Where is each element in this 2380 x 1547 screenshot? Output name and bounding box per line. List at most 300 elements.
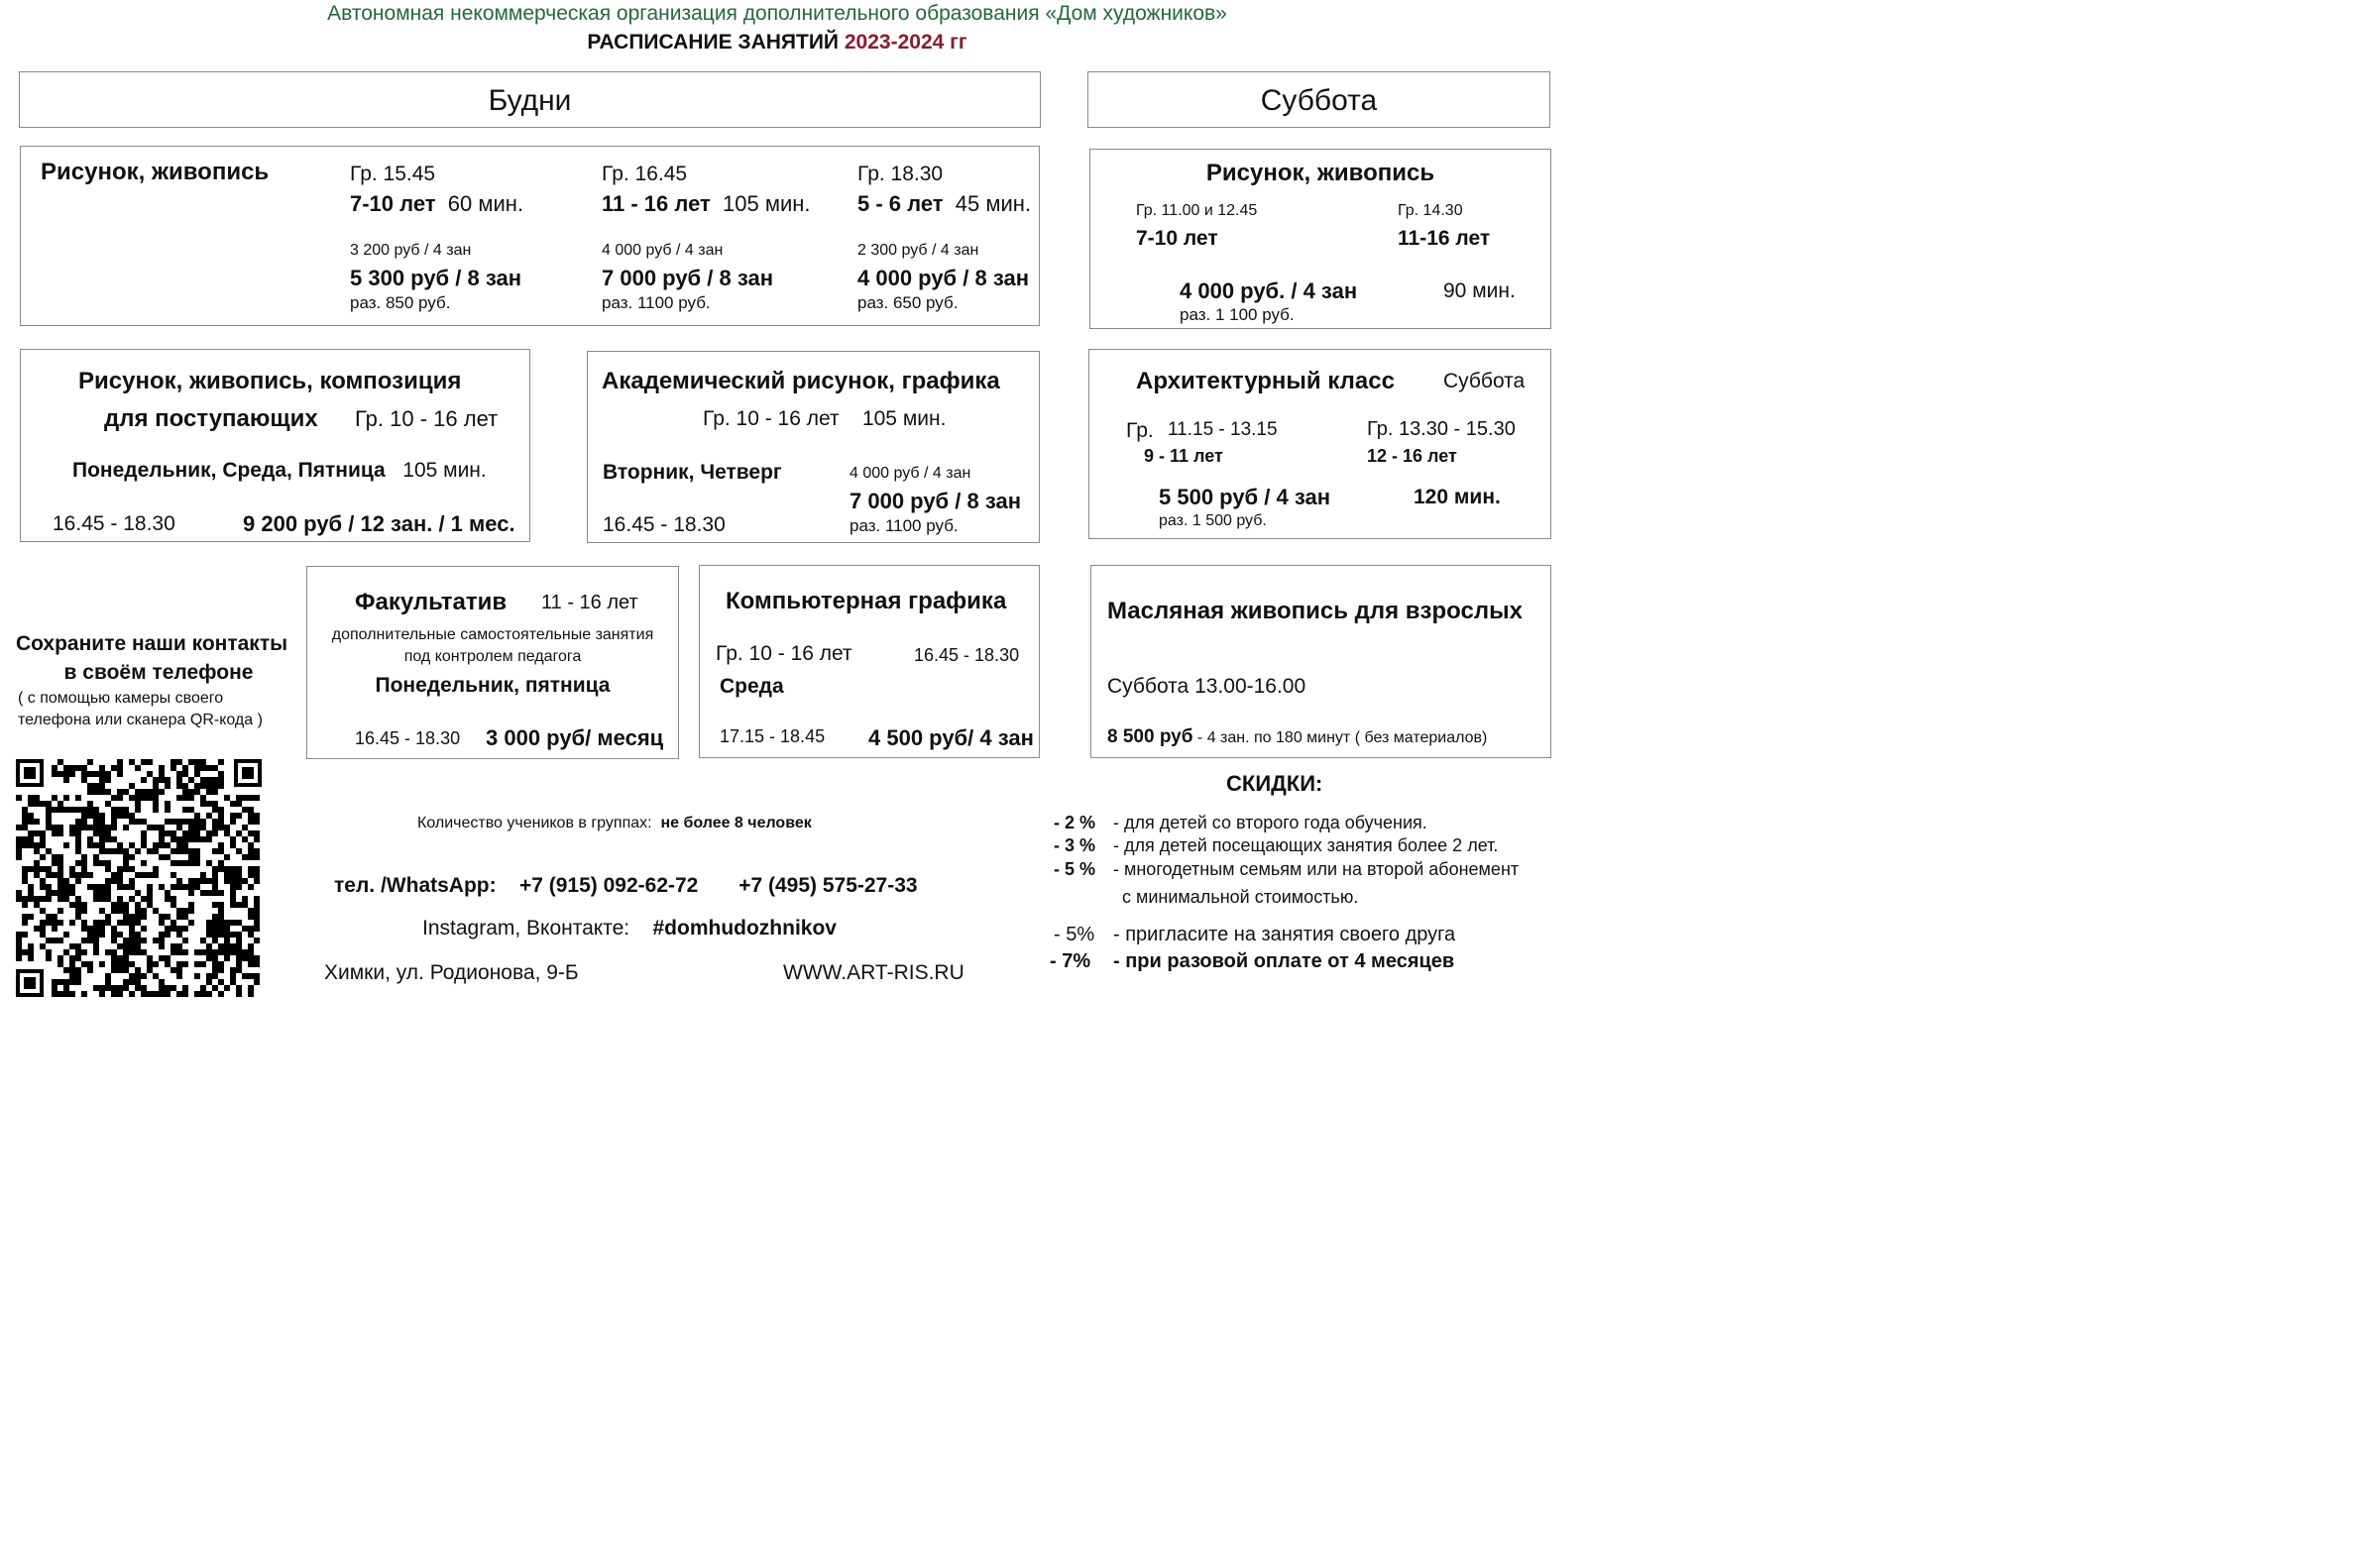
qr-module [212,884,218,890]
qr-module [63,896,69,902]
qr-module [111,872,117,878]
qr-module [105,884,111,890]
qr-module [230,836,236,842]
single-price: раз. 1 500 руб. [1159,512,1267,529]
qr-module [212,890,218,896]
qr-module [117,765,123,771]
time: 16.45 - 18.30 [914,645,1020,665]
qr-module [165,777,170,783]
qr-module [224,854,230,860]
qr-module [218,759,224,765]
qr-module [170,830,176,836]
website-link[interactable]: WWW.ART-RIS.RU [783,961,964,984]
qr-module [22,920,28,926]
qr-module [182,836,188,842]
qr-module [105,860,111,866]
qr-module [111,949,117,955]
qr-module [129,973,135,979]
qr-module [218,825,224,830]
single-price: раз. 1 100 руб. [1180,305,1295,324]
qr-module [170,949,176,955]
discount-text-continued: с минимальной стоимостью. [1122,887,1359,907]
qr-module [224,938,230,943]
qr-module [170,920,176,926]
qr-module [123,938,129,943]
duration: 105 мин. [861,407,947,430]
qr-module [188,759,194,765]
qr-module [46,872,52,878]
qr-module [206,801,212,807]
qr-module [40,830,46,836]
qr-module [93,830,99,836]
qr-module [52,914,57,920]
social-hashtag[interactable]: #domhudozhnikov [652,917,837,939]
qr-module [52,991,57,997]
qr-module [254,819,260,825]
qr-module [206,765,212,771]
price: 4 000 руб. / 4 зан [1180,278,1358,303]
qr-module [46,884,52,890]
qr-module [111,819,117,825]
qr-module [123,902,129,908]
qr-module [93,943,99,949]
qr-module [194,783,200,789]
qr-module [176,795,182,801]
qr-module [28,955,34,961]
saturday-header [1087,71,1550,128]
discount-row [1054,813,1427,833]
price: 4 500 руб/ 4 зан [868,725,1034,750]
qr-module [170,848,176,854]
qr-module [46,819,52,825]
qr-module [93,985,99,991]
qr-module [230,943,236,949]
qr-module [212,985,218,991]
qr-module [87,932,93,938]
qr-module [63,771,69,777]
qr-module [200,765,206,771]
qr-module [99,842,105,848]
qr-module [236,985,242,991]
qr-module [212,783,218,789]
qr-module [248,830,254,836]
group-duration: 45 мин. [955,191,1032,216]
qr-module [111,955,117,961]
qr-module [46,914,52,920]
qr-module [75,979,81,985]
time: 16.45 - 18.30 [355,728,461,748]
qr-module [129,866,135,872]
qr-module [129,884,135,890]
academic-card [587,351,1040,543]
qr-module [230,801,236,807]
qr-module [200,801,206,807]
qr-module [117,795,123,801]
qr-module [99,783,105,789]
qr-module [230,819,236,825]
qr-module [159,825,165,830]
qr-module [105,878,111,884]
qr-module [159,991,165,997]
qr-module [254,836,260,842]
qr-module [182,848,188,854]
course-name: Масляная живопись для взрослых [1107,598,1523,624]
qr-module [242,825,248,830]
computer-graphics-card [699,565,1040,758]
days: Вторник, Четверг [603,461,782,484]
qr-module [16,836,22,842]
single-price: раз. 1100 руб. [850,516,959,535]
qr-module [46,949,52,955]
qr-module [194,830,200,836]
qr-module [141,985,147,991]
qr-module [188,902,194,908]
qr-module [105,825,111,830]
qr-module [182,914,188,920]
qr-module [206,949,212,955]
qr-module [40,878,46,884]
organization-name: Автономная некоммерческая организация дополнительного образования «Дом художников» [327,2,1227,25]
qr-module [34,848,40,854]
price-8: 4 000 руб / 8 зан [857,266,1029,290]
qr-module [129,943,135,949]
qr-module [254,896,260,902]
qr-module [194,878,200,884]
qr-module [242,902,248,908]
qr-module [153,866,159,872]
qr-module [34,819,40,825]
group-duration: 60 мин. [447,191,524,216]
qr-module [159,842,165,848]
qr-module [200,878,206,884]
qr-module [135,872,141,878]
phone-1[interactable]: +7 (915) 092-62-72 [518,874,699,897]
qr-module [188,890,194,896]
qr-module [254,830,260,836]
qr-module [81,926,87,932]
qr-module [159,985,165,991]
qr-module [40,896,46,902]
qr-module [111,813,117,819]
qr-module [224,949,230,955]
qr-module [135,908,141,914]
qr-module [75,825,81,830]
qr-module [236,991,242,997]
qr-module [194,884,200,890]
qr-module [123,943,129,949]
qr-module [111,961,117,967]
save-contacts-note1: ( с помощью камеры своего [18,690,224,707]
qr-module [129,961,135,967]
qr-module [123,866,129,872]
qr-module [147,991,153,997]
price: 8 500 руб [1107,726,1193,747]
qr-module [135,795,141,801]
architecture-card [1088,349,1551,539]
qr-module [22,866,28,872]
qr-module [69,902,75,908]
qr-module [218,783,224,789]
qr-module [105,920,111,926]
qr-module [165,819,170,825]
qr-module [182,991,188,997]
group-time: Гр. 11.00 и 12.45 [1136,202,1258,219]
qr-module [135,949,141,955]
qr-module [87,813,93,819]
qr-module [52,854,57,860]
qr-module [87,938,93,943]
qr-module [188,825,194,830]
qr-module [111,985,117,991]
qr-module [117,991,123,997]
qr-module [212,973,218,979]
qr-module [254,920,260,926]
qr-module [34,860,40,866]
qr-module [242,854,248,860]
qr-module [218,991,224,997]
qr-module [153,783,159,789]
qr-module [57,878,63,884]
qr-module [218,949,224,955]
discount-row [1054,835,1498,856]
group-line [703,407,946,431]
qr-module [182,789,188,795]
qr-module [22,842,28,848]
qr-module [242,807,248,813]
qr-module [57,908,63,914]
discount-percent: - 5% [1054,924,1095,945]
qr-module [28,801,34,807]
qr-module [153,848,159,854]
qr-module [75,896,81,902]
qr-module [40,943,46,949]
qr-module [182,819,188,825]
group-age: 11 - 16 лет [541,592,638,613]
qr-module [212,765,218,771]
qr-module [81,819,87,825]
address: Химки, ул. Родионова, 9-Б [324,961,579,984]
qr-module [206,836,212,842]
qr-module [170,967,176,973]
qr-module [75,795,81,801]
qr-module [236,830,242,836]
qr-module [16,854,22,860]
course-subtitle: для поступающих [104,405,318,432]
qr-module [93,783,99,789]
qr-module [99,926,105,932]
qr-module [242,926,248,932]
qr-module [182,926,188,932]
qr-module [212,932,218,938]
qr-module [63,979,69,985]
qr-module [135,902,141,908]
qr-module [153,807,159,813]
qr-module [28,943,34,949]
qr-module [123,807,129,813]
qr-module [75,973,81,979]
qr-module [165,991,170,997]
qr-module [188,854,194,860]
time: 16.45 - 18.30 [53,512,175,535]
qr-module [28,866,34,872]
qr-module [254,914,260,920]
qr-module [16,795,22,801]
qr-module [105,896,111,902]
qr-module [212,938,218,943]
qr-module [135,920,141,926]
qr-module [206,777,212,783]
qr-module [188,795,194,801]
qr-module [206,813,212,819]
qr-module [52,938,57,943]
qr-module [236,848,242,854]
qr-module [170,759,176,765]
qr-module [105,848,111,854]
qr-module [212,819,218,825]
qr-module [147,961,153,967]
qr-module [194,771,200,777]
qr-module [117,985,123,991]
qr-module [123,920,129,926]
qr-module [212,872,218,878]
weekdays-title: Будни [488,84,572,117]
qr-module [93,932,99,938]
qr-module [52,979,57,985]
qr-module [176,759,182,765]
qr-module [159,771,165,777]
schedule-year: 2023-2024 гг [844,31,967,54]
group-age: 11 - 16 лет [602,191,711,216]
qr-module [153,938,159,943]
qr-module [87,771,93,777]
qr-module [248,842,254,848]
qr-module [230,967,236,973]
course-name: Архитектурный класс [1136,368,1395,394]
qr-module [159,932,165,938]
group-age: 9 - 11 лет [1144,446,1223,466]
qr-module [16,943,22,949]
qr-module [40,920,46,926]
qr-module [57,955,63,961]
discounts-title: СКИДКИ: [1226,771,1323,796]
qr-module [230,979,236,985]
qr-module [188,848,194,854]
qr-module [28,884,34,890]
qr-module [218,771,224,777]
qr-module [75,967,81,973]
qr-module [218,890,224,896]
qr-module [176,961,182,967]
qr-module [200,890,206,896]
group-size-line [417,815,812,832]
qr-module [16,825,22,830]
qr-module [111,967,117,973]
qr-module [63,884,69,890]
qr-module [212,878,218,884]
qr-module [57,807,63,813]
qr-module [99,830,105,836]
qr-module [69,866,75,872]
qr-module [141,836,147,842]
qr-module [135,848,141,854]
group-age: Гр. 10 - 16 лет [716,642,852,665]
qr-module [93,771,99,777]
qr-module [40,836,46,842]
qr-module [141,914,147,920]
qr-module [170,872,176,878]
phone-2[interactable]: +7 (495) 575-27-33 [738,874,918,897]
qr-module [159,789,165,795]
qr-module [141,795,147,801]
qr-module [105,890,111,896]
qr-module [200,795,206,801]
qr-module [22,902,28,908]
qr-module [254,872,260,878]
qr-module [176,848,182,854]
qr-module [63,967,69,973]
qr-module [28,896,34,902]
qr-module [159,854,165,860]
qr-module [200,825,206,830]
day: Среда [720,675,784,698]
qr-module [236,902,242,908]
qr-module [153,801,159,807]
qr-module [22,878,28,884]
save-contacts-line1: Сохраните наши контакты [15,632,288,655]
qr-module [69,771,75,777]
qr-module [141,789,147,795]
qr-module [117,848,123,854]
qr-module [212,961,218,967]
qr-module [218,848,224,854]
saturday-drawing-card [1089,149,1551,329]
qr-module [230,813,236,819]
qr-module [75,765,81,771]
qr-module [129,819,135,825]
qr-module [22,896,28,902]
qr-module [105,836,111,842]
qr-module [236,932,242,938]
qr-module [75,955,81,961]
qr-module [69,961,75,967]
qr-module [206,955,212,961]
qr-module [224,830,230,836]
qr-module [153,825,159,830]
qr-module [63,878,69,884]
qr-module [176,783,182,789]
qr-module [81,908,87,914]
schedule-title-prefix: РАСПИСАНИЕ ЗАНЯТИЙ [587,31,840,54]
qr-module [165,842,170,848]
qr-module [135,973,141,979]
qr-module [93,926,99,932]
qr-module [224,795,230,801]
qr-module [117,789,123,795]
qr-module [218,926,224,932]
single-price: раз. 650 руб. [857,293,959,312]
price: 5 500 руб / 4 зан [1159,485,1330,509]
course-name: Рисунок, живопись [41,159,270,185]
qr-module [147,771,153,777]
price-4: 4 000 руб / 4 зан [602,242,724,259]
duration: 120 мин. [1414,486,1501,508]
qr-module [135,967,141,973]
qr-module [129,938,135,943]
qr-module [57,771,63,777]
qr-module [141,830,147,836]
qr-module [153,973,159,979]
qr-module [105,914,111,920]
